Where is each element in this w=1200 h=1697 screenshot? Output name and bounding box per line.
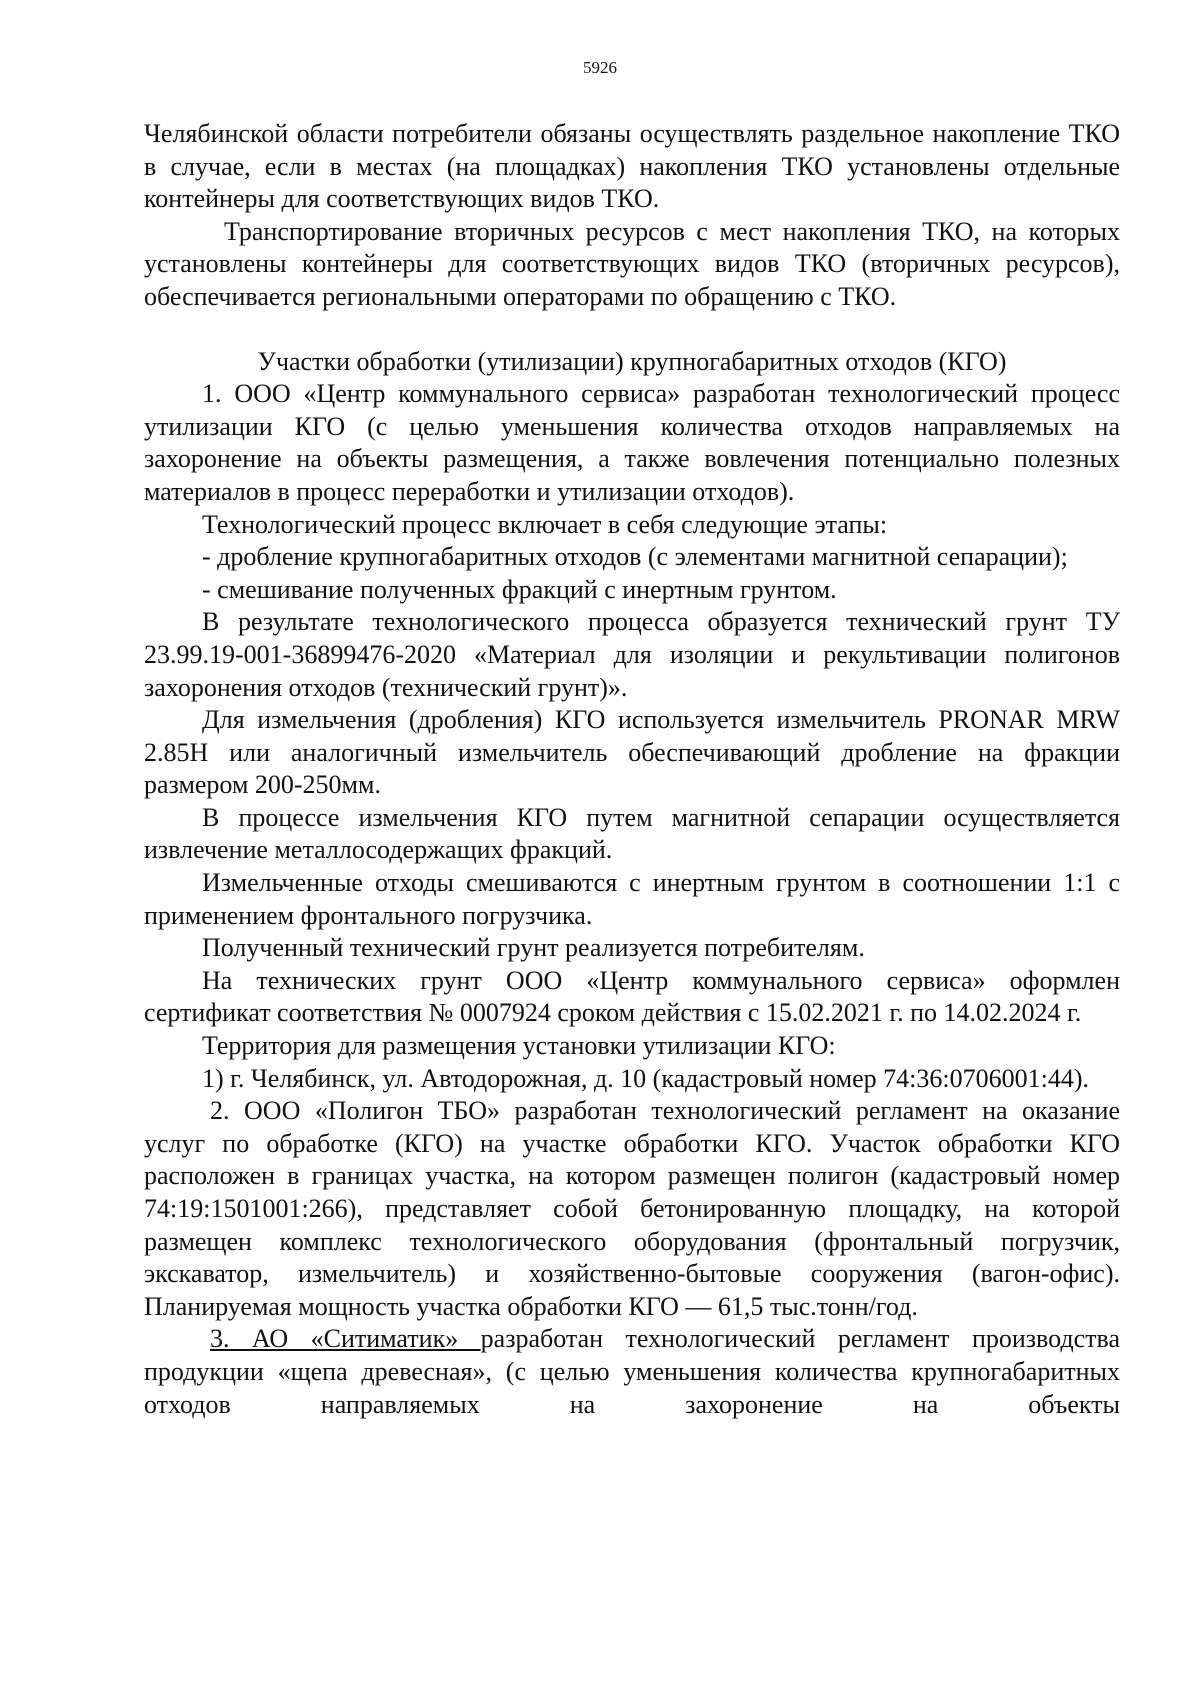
paragraph-magnetic-separation: В процессе измельчения КГО путем магнитной сепарации осуществляется извлечение металлосодержащих фракций. xyxy=(144,802,1120,865)
paragraph-sold: Полученный технический грунт реализуется потребителям. xyxy=(202,933,865,963)
paragraph-result: В результате технологического процесса образуется технический грунт ТУ 23.99.19-001-36899476-2020 «Материал для изоляции и рекультивации полигонов захоронения отходов (технический грунт)». xyxy=(144,607,1120,702)
page-content xyxy=(144,118,1120,1421)
list-item-mixing: - смешивание полученных фракций с инертным грунтом. xyxy=(202,574,837,604)
list-item-crushing: - дробление крупногабаритных отходов (с элементами магнитной сепарации); xyxy=(202,542,1068,572)
paragraph-item-2: 2. ООО «Полигон ТБО» разработан технологический регламент на оказание услуг по обработке (КГО) на участке обработки КГО. Участок обработки КГО расположен в границах участка, на котором размещен полигон (кадастровый номер 74:19:1501001:266), представляет собой бетонированную площадку, на которой размещен комплекс технологического оборудования (фронтальный погрузчик, экскаватор, измельчитель) и хозяйственно-бытовые сооружения (вагон-офис). Планируемая мощность участка обработки КГО — 61,5 тыс.тонн/год. xyxy=(144,1096,1120,1321)
section-heading: Участки обработки (утилизации) крупногабаритных отходов (КГО) xyxy=(257,346,1007,376)
paragraph-item-1: 1. ООО «Центр коммунального сервиса» разработан технологический процесс утилизации КГО (с целью уменьшения количества отходов направляемых на захоронение на объекты размещения, а также вовлечения потенциально полезных материалов в процесс переработки и утилизации отходов). xyxy=(144,379,1120,506)
paragraph-secondary-resources: Транспортирование вторичных ресурсов с мест накопления ТКО, на которых установлены контейнеры для соответствующих видов ТКО (вторичных ресурсов), обеспечивается региональными операторами по обращению с ТКО. xyxy=(144,216,1120,311)
page-number: 5926 xyxy=(583,58,617,77)
paragraph-territory: Территория для размещения установки утилизации КГО: xyxy=(202,1031,836,1061)
paragraph-shredder: Для измельчения (дробления) КГО используется измельчитель PRONAR MRW 2.85H или аналогичный измельчитель обеспечивающий дробление на фракции размером 200-250мм. xyxy=(144,705,1120,800)
paragraph-address: 1) г. Челябинск, ул. Автодорожная, д. 10 (кадастровый номер 74:36:0706001:44). xyxy=(202,1063,1090,1093)
item-3-underlined-lead: 3. АО «Ситиматик» xyxy=(210,1324,481,1354)
paragraph-separate-collection: Челябинской области потребители обязаны осуществлять раздельное накопление ТКО в случае, если в местах (на площадках) накопления ТКО установлены отдельные контейнеры для соответствующих видов ТКО. xyxy=(144,119,1120,214)
paragraph-item-3 xyxy=(144,1323,1120,1421)
spacer xyxy=(144,314,1120,346)
paragraph-process-stages: Технологический процесс включает в себя следующие этапы: xyxy=(202,509,888,539)
item-3-text: разработан технологический регламент производства продукции «щепа древесная», (с целью уменьшения количества крупногабаритных отходов направляемых на захоронение на объекты xyxy=(144,1324,1120,1419)
paragraph-mixing-ratio: Измельченные отходы смешиваются с инертным грунтом в соотношении 1:1 с применением фронтального погрузчика. xyxy=(144,868,1120,930)
paragraph-certificate: На технических грунт ООО «Центр коммунального сервиса» оформлен сертификат соответствия № 0007924 сроком действия с 15.02.2021 г. по 14.02.2024 г. xyxy=(144,965,1120,1028)
